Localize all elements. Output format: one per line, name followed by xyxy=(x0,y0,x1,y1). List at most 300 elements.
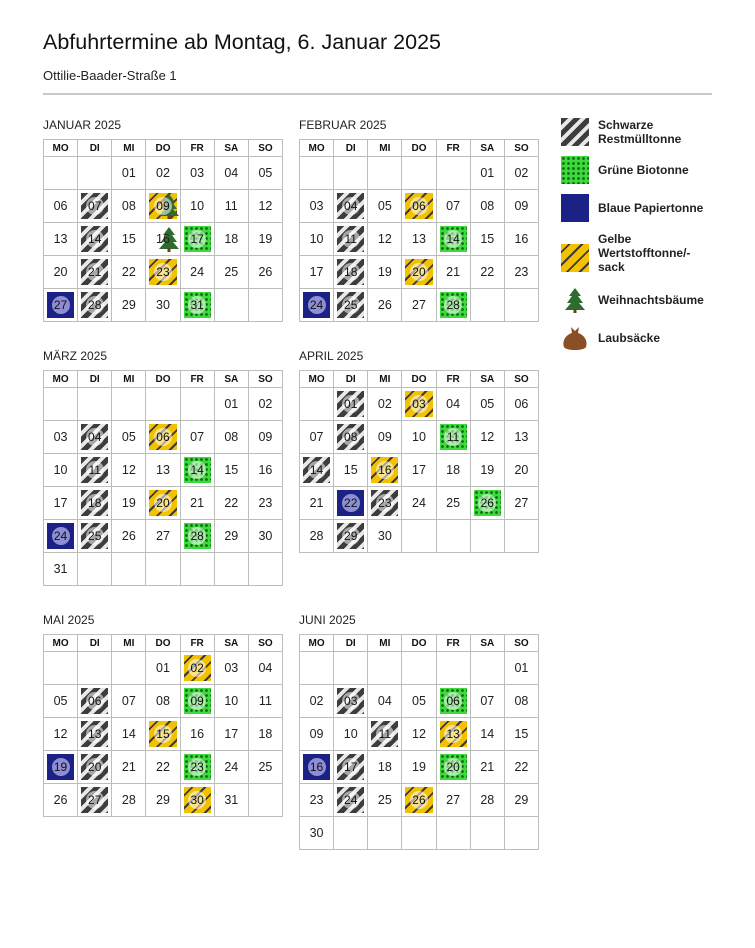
day-number: 19 xyxy=(377,265,392,279)
day-cell xyxy=(248,421,282,454)
day-cell xyxy=(402,718,436,751)
calendar-grid xyxy=(299,139,539,322)
weekday-header: SA xyxy=(470,140,504,157)
empty-cell xyxy=(334,817,368,850)
day-number: 27 xyxy=(156,529,170,543)
day-cell xyxy=(334,751,368,784)
weekday-header: SO xyxy=(248,371,282,388)
day-number: 04 xyxy=(258,661,273,675)
day-number: 03 xyxy=(309,199,324,213)
day-number: 22 xyxy=(480,265,495,279)
day-number: 03 xyxy=(402,388,435,413)
day-cell xyxy=(180,421,214,454)
day-cell xyxy=(248,388,282,421)
day-cell xyxy=(300,751,334,784)
empty-cell xyxy=(368,652,402,685)
day-number: 02 xyxy=(514,166,529,180)
day-cell xyxy=(214,454,248,487)
day-number: 30 xyxy=(156,298,170,312)
month-calendar xyxy=(299,613,539,850)
legend-label-line: Restmülltonne xyxy=(598,132,682,146)
empty-cell xyxy=(44,388,78,421)
month-calendar xyxy=(43,349,283,586)
day-cell xyxy=(78,223,112,256)
day-cell xyxy=(180,487,214,520)
empty-cell xyxy=(436,157,470,190)
day-cell xyxy=(146,256,180,289)
month-title: APRIL 2025 xyxy=(299,349,364,363)
day-number: 17 xyxy=(224,727,239,741)
day-number: 25 xyxy=(377,793,392,807)
day-number: 23 xyxy=(368,487,401,512)
day-number: 05 xyxy=(121,430,136,444)
legend-label-line: sack xyxy=(598,260,625,274)
day-cell xyxy=(112,784,146,817)
weekday-header: SA xyxy=(214,635,248,652)
day-cell xyxy=(300,256,334,289)
day-number: 21 xyxy=(190,496,205,510)
day-cell xyxy=(470,256,504,289)
day-cell xyxy=(368,487,402,520)
legend-label xyxy=(598,293,704,307)
day-cell xyxy=(436,718,470,751)
day-number: 23 xyxy=(181,751,214,776)
day-cell xyxy=(368,751,402,784)
month-calendar xyxy=(299,349,539,553)
day-cell xyxy=(504,718,538,751)
day-cell xyxy=(78,454,112,487)
empty-cell xyxy=(470,520,504,553)
day-number: 12 xyxy=(412,727,426,741)
day-cell xyxy=(436,223,470,256)
day-cell xyxy=(180,190,214,223)
weekday-header: SO xyxy=(504,140,538,157)
day-cell xyxy=(78,289,112,322)
yellow-bin-pattern-icon xyxy=(561,244,589,272)
empty-cell xyxy=(436,817,470,850)
empty-cell xyxy=(504,289,538,322)
day-cell xyxy=(78,784,112,817)
day-cell xyxy=(248,190,282,223)
day-number: 17 xyxy=(53,496,68,510)
empty-cell xyxy=(368,157,402,190)
day-number: 07 xyxy=(309,430,324,444)
day-number: 25 xyxy=(258,760,273,774)
day-number: 11 xyxy=(437,421,470,446)
legend-label-line: Schwarze xyxy=(598,118,654,132)
day-number: 24 xyxy=(224,760,239,774)
day-cell xyxy=(334,190,368,223)
day-cell xyxy=(504,256,538,289)
day-cell xyxy=(248,718,282,751)
day-number: 26 xyxy=(121,529,136,543)
day-number: 06 xyxy=(514,397,529,411)
day-number: 05 xyxy=(412,694,426,708)
empty-cell xyxy=(300,157,334,190)
day-number: 27 xyxy=(412,298,426,312)
day-number: 04 xyxy=(334,190,367,215)
day-number: 01 xyxy=(224,397,239,411)
day-number: 22 xyxy=(121,265,136,279)
day-cell xyxy=(78,190,112,223)
day-cell xyxy=(78,421,112,454)
day-cell xyxy=(146,685,180,718)
empty-cell xyxy=(78,388,112,421)
day-number: 27 xyxy=(446,793,461,807)
weekday-header: FR xyxy=(180,635,214,652)
legend-label-line: Weihnachtsbäume xyxy=(598,293,704,307)
day-number: 01 xyxy=(156,661,170,675)
day-cell xyxy=(300,520,334,553)
day-number: 03 xyxy=(190,166,205,180)
weekday-header: MO xyxy=(44,635,78,652)
day-number: 16 xyxy=(156,232,170,246)
day-number: 14 xyxy=(480,727,495,741)
day-number: 13 xyxy=(437,718,470,743)
day-cell xyxy=(504,223,538,256)
day-cell xyxy=(300,817,334,850)
month-title: JANUAR 2025 xyxy=(43,118,122,132)
day-cell xyxy=(44,289,78,322)
empty-cell xyxy=(402,817,436,850)
day-cell xyxy=(368,685,402,718)
day-cell xyxy=(44,553,78,586)
legend-label xyxy=(598,232,690,274)
day-number: 05 xyxy=(258,166,273,180)
empty-cell xyxy=(470,289,504,322)
weekday-header: MI xyxy=(368,635,402,652)
day-number: 10 xyxy=(412,430,426,444)
day-number: 29 xyxy=(514,793,529,807)
day-cell xyxy=(368,421,402,454)
day-number: 05 xyxy=(480,397,495,411)
day-number: 08 xyxy=(224,430,239,444)
day-cell xyxy=(402,421,436,454)
day-number: 24 xyxy=(300,289,333,314)
day-number: 08 xyxy=(514,694,529,708)
day-cell xyxy=(44,223,78,256)
day-number: 17 xyxy=(181,223,214,248)
day-cell xyxy=(146,718,180,751)
empty-cell xyxy=(180,553,214,586)
day-number: 12 xyxy=(480,430,495,444)
day-number: 09 xyxy=(514,199,529,213)
day-number: 08 xyxy=(334,421,367,446)
day-cell xyxy=(368,784,402,817)
day-number: 19 xyxy=(121,496,136,510)
day-number: 16 xyxy=(300,751,333,776)
day-number: 03 xyxy=(334,685,367,710)
header-divider xyxy=(43,93,712,95)
day-number: 06 xyxy=(402,190,435,215)
day-number: 29 xyxy=(334,520,367,545)
month-title: MÄRZ 2025 xyxy=(43,349,108,363)
day-number: 02 xyxy=(258,397,273,411)
day-cell xyxy=(112,289,146,322)
weekday-header: FR xyxy=(436,371,470,388)
christmas-tree-icon xyxy=(561,286,589,314)
day-cell xyxy=(334,718,368,751)
day-number: 10 xyxy=(343,727,358,741)
day-cell xyxy=(112,751,146,784)
day-number: 30 xyxy=(181,784,214,809)
day-cell xyxy=(146,190,180,223)
day-number: 09 xyxy=(377,430,392,444)
empty-cell xyxy=(146,553,180,586)
page-title: Abfuhrtermine ab Montag, 6. Januar 2025 xyxy=(43,30,442,54)
day-cell xyxy=(78,751,112,784)
weekday-header: SA xyxy=(214,371,248,388)
day-cell xyxy=(180,289,214,322)
day-cell xyxy=(368,223,402,256)
day-cell xyxy=(300,421,334,454)
day-number: 29 xyxy=(156,793,170,807)
weekday-header: DI xyxy=(78,635,112,652)
day-cell xyxy=(248,223,282,256)
day-cell xyxy=(334,454,368,487)
day-number: 17 xyxy=(334,751,367,776)
empty-cell xyxy=(248,289,282,322)
day-cell xyxy=(334,520,368,553)
day-cell xyxy=(112,520,146,553)
day-cell xyxy=(402,190,436,223)
day-cell xyxy=(436,454,470,487)
day-number: 22 xyxy=(514,760,529,774)
weekday-header: DI xyxy=(334,635,368,652)
legend-label-line: Wertstofftonne/- xyxy=(598,246,691,260)
day-number: 22 xyxy=(334,487,367,512)
day-number: 10 xyxy=(53,463,68,477)
day-number: 13 xyxy=(156,463,170,477)
day-cell xyxy=(44,190,78,223)
day-number: 13 xyxy=(53,232,68,246)
day-number: 29 xyxy=(224,529,239,543)
day-cell xyxy=(78,487,112,520)
day-cell xyxy=(300,223,334,256)
day-cell xyxy=(436,421,470,454)
day-number: 25 xyxy=(78,520,111,545)
day-number: 23 xyxy=(514,265,529,279)
weekday-header: FR xyxy=(436,140,470,157)
day-number: 06 xyxy=(437,685,470,710)
day-cell xyxy=(146,784,180,817)
empty-cell xyxy=(180,388,214,421)
day-number: 21 xyxy=(480,760,495,774)
day-number: 15 xyxy=(480,232,495,246)
blue-bin-pattern-icon xyxy=(561,194,589,222)
weekday-header: SA xyxy=(470,371,504,388)
day-cell xyxy=(44,421,78,454)
day-number: 30 xyxy=(258,529,273,543)
day-cell xyxy=(436,751,470,784)
empty-cell xyxy=(112,652,146,685)
day-cell xyxy=(214,190,248,223)
day-number: 23 xyxy=(146,256,179,281)
legend-label-line: Grüne Biotonne xyxy=(598,163,689,177)
day-cell xyxy=(112,454,146,487)
day-cell xyxy=(112,718,146,751)
day-cell xyxy=(368,289,402,322)
day-cell xyxy=(78,685,112,718)
month-title: MAI 2025 xyxy=(43,613,95,627)
empty-cell xyxy=(402,652,436,685)
day-number: 31 xyxy=(181,289,214,314)
day-number: 10 xyxy=(309,232,324,246)
legend-item-tree xyxy=(561,286,731,324)
day-number: 01 xyxy=(480,166,495,180)
day-number: 27 xyxy=(44,289,77,314)
weekday-header: MI xyxy=(112,140,146,157)
day-number: 17 xyxy=(309,265,324,279)
day-cell xyxy=(436,190,470,223)
address-subtitle: Ottilie-Baader-Straße 1 xyxy=(43,68,177,83)
weekday-header: SO xyxy=(504,371,538,388)
day-number: 20 xyxy=(53,265,68,279)
day-cell xyxy=(180,454,214,487)
day-cell xyxy=(436,388,470,421)
weekday-header: MI xyxy=(112,371,146,388)
day-number: 08 xyxy=(156,694,170,708)
weekday-header: DO xyxy=(402,140,436,157)
day-number: 05 xyxy=(53,694,68,708)
day-number: 21 xyxy=(78,256,111,281)
day-number: 11 xyxy=(224,199,238,213)
day-number: 16 xyxy=(258,463,273,477)
day-cell xyxy=(300,190,334,223)
day-number: 16 xyxy=(514,232,529,246)
empty-cell xyxy=(300,652,334,685)
day-number: 15 xyxy=(224,463,239,477)
empty-cell xyxy=(112,388,146,421)
day-number: 18 xyxy=(446,463,461,477)
day-number: 09 xyxy=(258,430,273,444)
day-number: 26 xyxy=(377,298,392,312)
day-cell xyxy=(44,487,78,520)
empty-cell xyxy=(78,553,112,586)
day-number: 01 xyxy=(514,661,529,675)
day-number: 07 xyxy=(446,199,461,213)
weekday-header: SO xyxy=(248,635,282,652)
weekday-header: DO xyxy=(146,635,180,652)
weekday-header: DI xyxy=(334,371,368,388)
calendar-grid xyxy=(299,370,539,553)
day-cell xyxy=(300,784,334,817)
day-cell xyxy=(436,256,470,289)
day-cell xyxy=(78,718,112,751)
day-number: 24 xyxy=(190,265,205,279)
empty-cell xyxy=(334,652,368,685)
day-number: 11 xyxy=(334,223,367,248)
day-number: 03 xyxy=(224,661,239,675)
month-calendar xyxy=(299,118,539,322)
weekday-header: MO xyxy=(300,371,334,388)
legend-label xyxy=(598,331,660,345)
day-number: 12 xyxy=(258,199,273,213)
month-calendar xyxy=(43,118,283,322)
day-number: 28 xyxy=(437,289,470,314)
day-number: 30 xyxy=(309,826,324,840)
day-cell xyxy=(470,421,504,454)
day-number: 02 xyxy=(377,397,392,411)
black-bin-pattern-icon xyxy=(561,118,589,146)
day-cell xyxy=(112,190,146,223)
weekday-header: DI xyxy=(334,140,368,157)
day-cell xyxy=(504,454,538,487)
day-number: 19 xyxy=(258,232,273,246)
legend-label-line: Blaue Papiertonne xyxy=(598,201,704,215)
day-number: 18 xyxy=(78,487,111,512)
empty-cell xyxy=(146,388,180,421)
day-number: 22 xyxy=(156,760,170,774)
day-cell xyxy=(504,751,538,784)
day-number: 05 xyxy=(377,199,392,213)
day-cell xyxy=(436,685,470,718)
day-number: 18 xyxy=(377,760,392,774)
day-number: 04 xyxy=(224,166,239,180)
empty-cell xyxy=(78,652,112,685)
day-cell xyxy=(334,685,368,718)
empty-cell xyxy=(368,817,402,850)
day-number: 16 xyxy=(190,727,205,741)
weekday-header: DO xyxy=(146,371,180,388)
day-number: 02 xyxy=(181,652,214,677)
day-number: 03 xyxy=(53,430,68,444)
day-number: 14 xyxy=(437,223,470,248)
day-number: 28 xyxy=(78,289,111,314)
day-number: 20 xyxy=(514,463,529,477)
day-cell xyxy=(402,751,436,784)
weekday-header: MI xyxy=(368,371,402,388)
month-calendar xyxy=(43,613,283,817)
day-cell xyxy=(44,685,78,718)
day-cell xyxy=(402,784,436,817)
legend-label xyxy=(598,118,681,146)
day-cell xyxy=(368,388,402,421)
day-number: 10 xyxy=(224,694,239,708)
weekday-header: MO xyxy=(300,140,334,157)
leaf-bag-icon xyxy=(561,324,589,352)
day-number: 17 xyxy=(412,463,426,477)
day-number: 11 xyxy=(78,454,111,479)
day-cell xyxy=(248,751,282,784)
day-cell xyxy=(300,685,334,718)
day-cell xyxy=(214,256,248,289)
day-cell xyxy=(214,718,248,751)
day-number: 28 xyxy=(309,529,324,543)
legend-item-gelb xyxy=(561,232,731,274)
empty-cell xyxy=(402,520,436,553)
day-cell xyxy=(44,256,78,289)
day-number: 25 xyxy=(224,265,239,279)
day-number: 14 xyxy=(181,454,214,479)
day-cell xyxy=(146,421,180,454)
day-cell xyxy=(402,685,436,718)
legend-item-blau xyxy=(561,194,731,232)
day-cell xyxy=(248,454,282,487)
day-cell xyxy=(504,190,538,223)
day-cell xyxy=(146,289,180,322)
green-bin-pattern-icon xyxy=(561,156,589,184)
day-number: 14 xyxy=(78,223,111,248)
weekday-header: MI xyxy=(112,635,146,652)
day-cell xyxy=(470,784,504,817)
day-cell xyxy=(248,520,282,553)
day-cell xyxy=(44,718,78,751)
legend-label-line: Gelbe xyxy=(598,232,632,246)
empty-cell xyxy=(214,553,248,586)
day-number: 21 xyxy=(121,760,136,774)
day-cell xyxy=(214,652,248,685)
